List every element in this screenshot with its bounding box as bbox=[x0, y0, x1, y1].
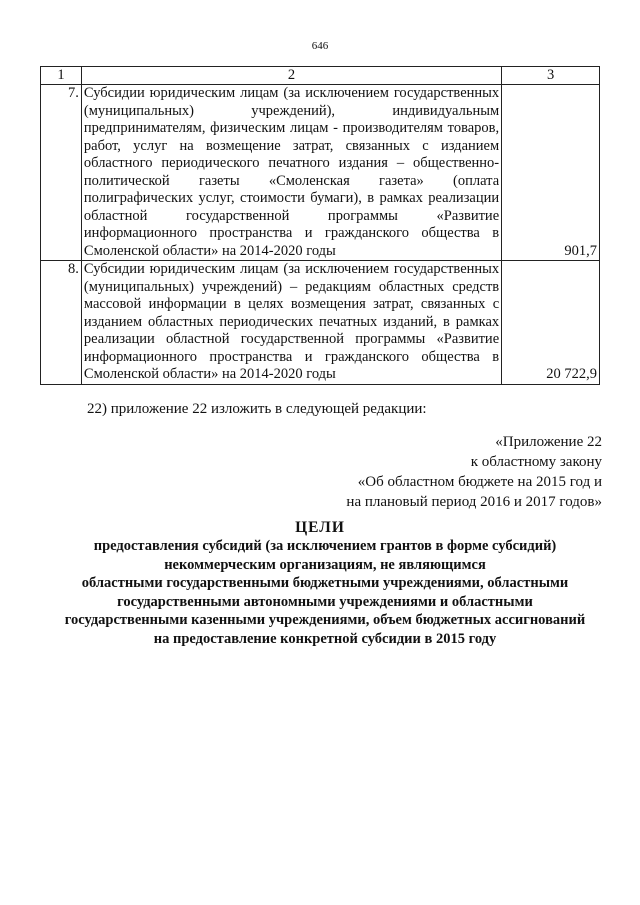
appendix-ref-line: «Приложение 22 bbox=[495, 434, 602, 450]
column-header-description: 2 bbox=[81, 67, 501, 85]
row-description: Субсидии юридическим лицам (за исключением государственных (муниципальных) учреждений), индивидуальным предпринимателям, физическим лицам - производителям товаров, работ, услуг на возмещение затрат, связанных с изданием областного периодического печатного издания – общественно-политической газеты «Смоленская газета» (оплата полиграфических услуг, стоимости бумаги), в рамках реализации областной государственной программы «Развитие информационного пространства и гражданского общества в Смоленской области» на 2014-2020 годы bbox=[81, 85, 501, 261]
row-amount: 901,7 bbox=[502, 85, 600, 261]
appendix-ref-line: к областному закону bbox=[470, 454, 602, 470]
goals-heading bbox=[30, 537, 620, 648]
goals-heading-line: областными государственными бюджетными учреждениями, областными bbox=[81, 575, 569, 591]
goals-heading-line: государственными автономными учреждениями и областными bbox=[117, 593, 533, 610]
table-row bbox=[41, 85, 600, 261]
table-row bbox=[41, 261, 600, 385]
subsidy-table bbox=[40, 66, 600, 385]
page-number: 646 bbox=[311, 40, 329, 52]
goals-heading-line: на предоставление конкретной субсидии в 2015 году bbox=[153, 630, 497, 647]
goals-heading-line: предоставления субсидий (за исключением грантов в форме субсидий) bbox=[93, 538, 557, 554]
row-amount: 20 722,9 bbox=[502, 261, 600, 385]
row-number: 7. bbox=[41, 85, 82, 261]
appendix-ref-line: «Об областном бюджете на 2015 год и bbox=[357, 474, 602, 490]
amendment-text: 22) приложение 22 изложить в следующей редакции: bbox=[87, 401, 427, 417]
appendix-ref-line: на плановый период 2016 и 2017 годов» bbox=[346, 494, 602, 510]
goals-title: ЦЕЛИ bbox=[295, 519, 345, 536]
goals-heading-line: государственными казенными учреждениями, объем бюджетных ассигнований bbox=[64, 612, 586, 628]
goals-heading-line: некоммерческим организациям, не являющимся bbox=[164, 556, 486, 573]
row-description: Субсидии юридическим лицам (за исключением государственных (муниципальных) учреждений) – редакциям областных средств массовой информации в целях возмещения затрат, связанных с изданием областных периодических печатных изданий, в рамках реализации областной государственной программы «Развитие информационного пространства и гражданского общества в Смоленской области» на 2014-2020 годы bbox=[81, 261, 501, 385]
column-header-number: 1 bbox=[41, 67, 82, 85]
table-header-row bbox=[41, 67, 600, 85]
column-header-amount: 3 bbox=[502, 67, 600, 85]
row-number: 8. bbox=[41, 261, 82, 385]
appendix-reference bbox=[346, 432, 602, 512]
